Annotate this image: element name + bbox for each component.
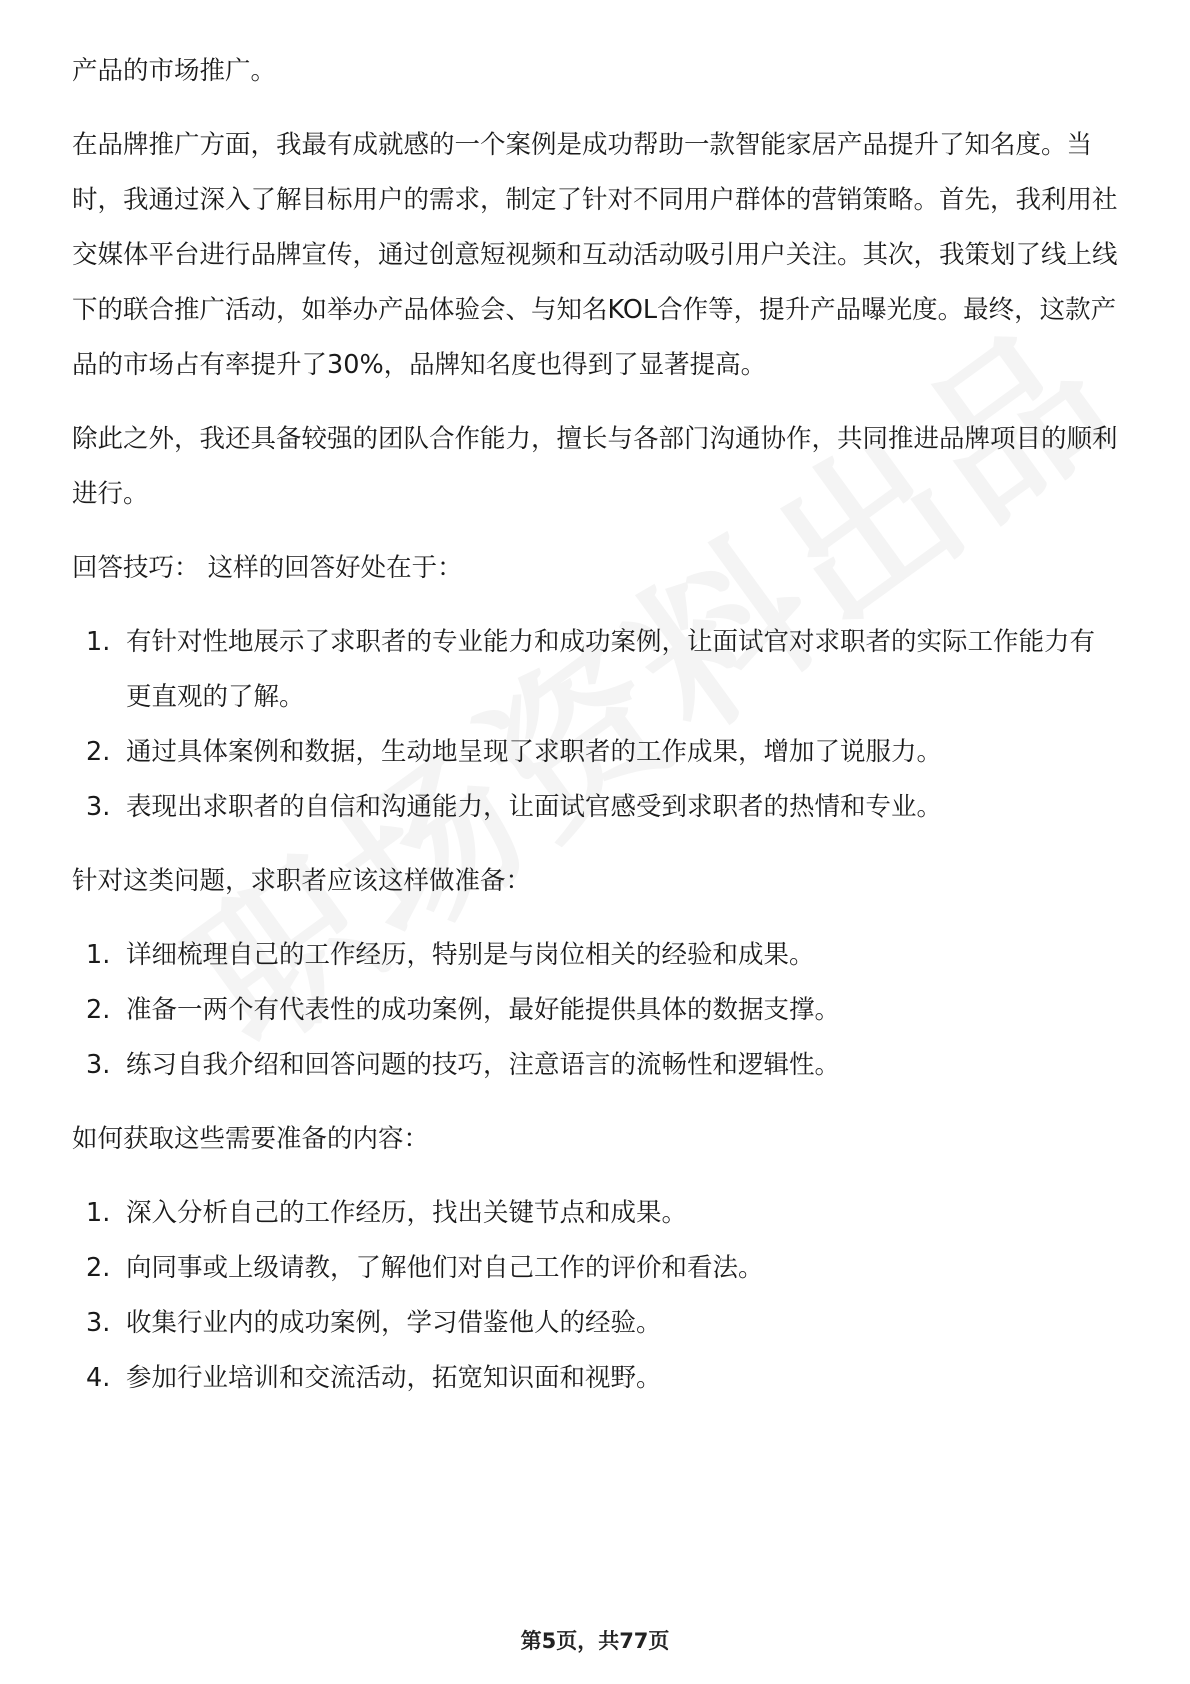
list-item: 4. 参加行业培训和交流活动，拓宽知识面和视野。 <box>86 1363 662 1393</box>
tips-heading: 回答技巧： 这样的回答好处在于： <box>72 553 463 583</box>
prepare-list <box>72 928 1118 1093</box>
obtain-heading: 如何获取这些需要准备的内容： <box>72 1124 430 1154</box>
tips-list <box>72 615 1118 835</box>
list-item: 3. 表现出求职者的自信和沟通能力，让面试官感受到求职者的热情和专业。 <box>86 792 943 822</box>
list-item: 2. 通过具体案例和数据，生动地呈现了求职者的工作成果，增加了说服力。 <box>86 737 943 767</box>
paragraph-continuation: 产品的市场推广。 <box>72 56 277 86</box>
list-item: 3. 练习自我介绍和回答问题的技巧，注意语言的流畅性和逻辑性。 <box>86 1050 841 1080</box>
list-item: 2. 向同事或上级请教，了解他们对自己工作的评价和看法。 <box>86 1253 764 1283</box>
list-item: 3. 收集行业内的成功案例，学习借鉴他人的经验。 <box>86 1308 662 1338</box>
obtain-list <box>72 1186 1118 1406</box>
page-number: 第5页，共77页 <box>520 1629 670 1653</box>
list-item: 1. 深入分析自己的工作经历，找出关键节点和成果。 <box>86 1198 688 1228</box>
paragraph-teamwork: 除此之外，我还具备较强的团队合作能力，擅长与各部门沟通协作，共同推进品牌项目的顺利进行。 <box>72 424 1118 509</box>
list-item: 2. 准备一两个有代表性的成功案例，最好能提供具体的数据支撑。 <box>86 995 841 1025</box>
list-item: 1. 有针对性地展示了求职者的专业能力和成功案例，让面试官对求职者的实际工作能力有更直观的了解。 <box>86 627 1096 712</box>
document-body <box>72 44 1118 1406</box>
paragraph-brand-case: 在品牌推广方面，我最有成就感的一个案例是成功帮助一款智能家居产品提升了知名度。当时，我通过深入了解目标用户的需求，制定了针对不同用户群体的营销策略。首先，我利用社交媒体平台进行品牌宣传，通过创意短视频和互动活动吸引用户关注。其次，我策划了线上线下的联合推广活动，如举办产品体验会、与知名KOL合作等，提升产品曝光度。最终，这款产品的市场占有率提升了30%，品牌知名度也得到了显著提高。 <box>72 130 1118 380</box>
prepare-heading: 针对这类问题，求职者应该这样做准备： <box>72 866 532 896</box>
list-item: 1. 详细梳理自己的工作经历，特别是与岗位相关的经验和成果。 <box>86 940 815 970</box>
